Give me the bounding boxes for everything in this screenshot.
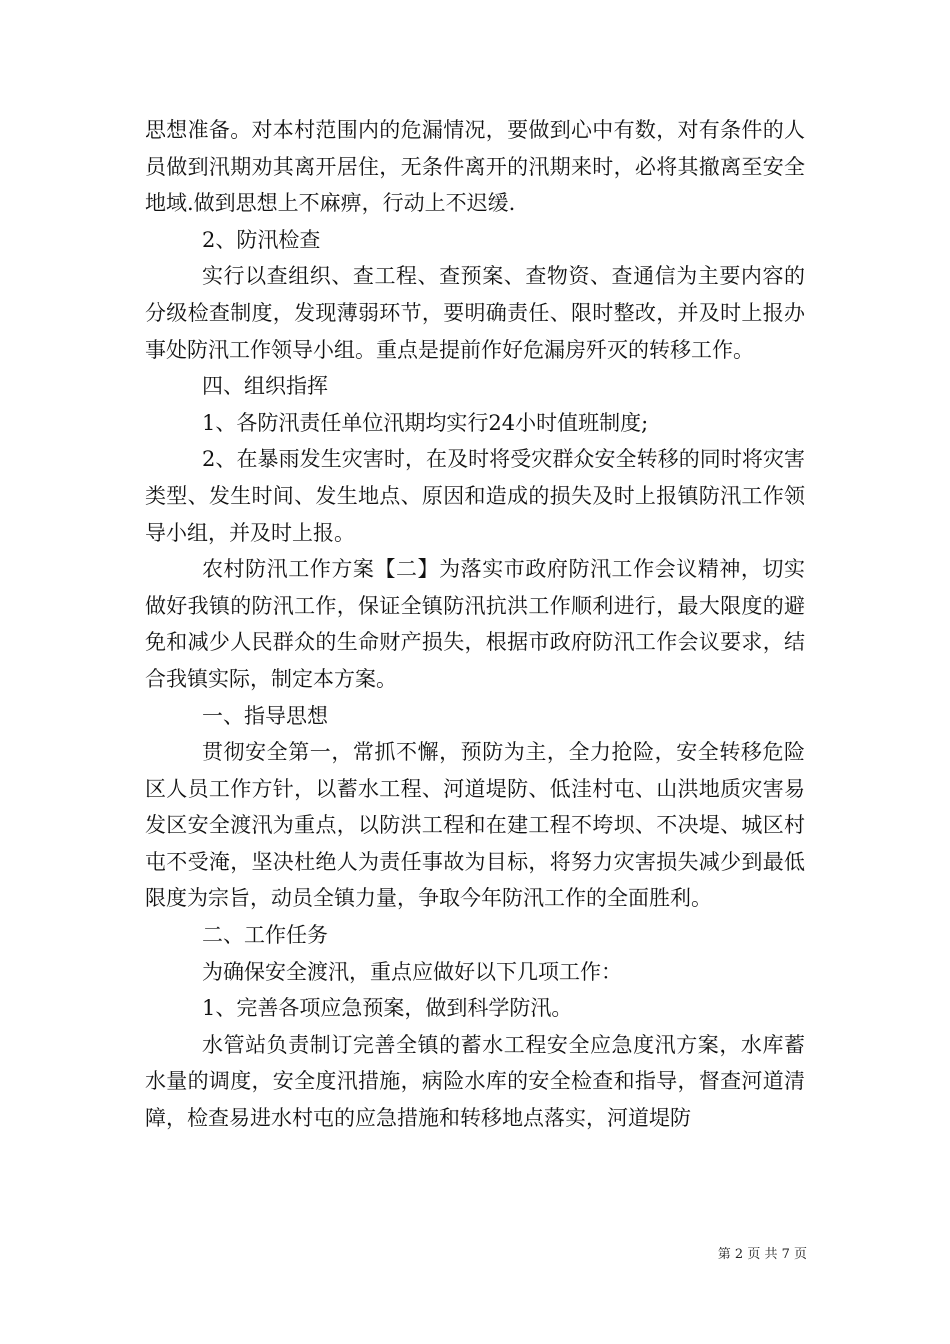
- paragraph: 2、防汛检查: [202, 227, 321, 252]
- paragraph: 为确保安全渡汛，重点应做好以下几项工作：: [202, 959, 622, 984]
- paragraph: 1、各防汛责任单位汛期均实行24小时值班制度;: [202, 410, 649, 435]
- page-number-footer: 第 2 页 共 7 页: [717, 1247, 807, 1262]
- paragraph: 农村防汛工作方案【二】为落实市政府防汛工作会议精神，切实做好我镇的防汛工作，保证全镇防汛抗洪工作顺利进行，最大限度的避免和减少人民群众的生命财产损失，根据市政府防汛工作会议要求，结合我镇实际，制定本方案。: [145, 557, 805, 691]
- paragraph: 二、工作任务: [202, 923, 328, 948]
- document-body: [145, 112, 805, 1137]
- paragraph: 1、完善各项应急预案，做到科学防汛。: [202, 996, 573, 1021]
- paragraph: 思想准备。对本村范围内的危漏情况，要做到心中有数，对有条件的人员做到汛期劝其离开居住，无条件离开的汛期来时，必将其撤离至安全地域.做到思想上不麻痹，行动上不迟缓.: [145, 118, 805, 216]
- paragraph: 四、组织指挥: [202, 374, 328, 399]
- paragraph: 2、在暴雨发生灾害时，在及时将受灾群众安全转移的同时将灾害类型、发生时间、发生地点、原因和造成的损失及时上报镇防汛工作领导小组，并及时上报。: [145, 447, 805, 545]
- paragraph: 实行以查组织、查工程、查预案、查物资、查通信为主要内容的分级检查制度，发现薄弱环节，要明确责任、限时整改，并及时上报办事处防汛工作领导小组。重点是提前作好危漏房歼灭的转移工作。: [145, 264, 805, 362]
- paragraph: 水管站负责制订完善全镇的蓄水工程安全应急度汛方案，水库蓄水量的调度，安全度汛措施，病险水库的安全检查和指导，督查河道清障，检查易进水村屯的应急措施和转移地点落实，河道堤防: [145, 1032, 805, 1131]
- paragraph: 一、指导思想: [202, 703, 328, 728]
- paragraph: 贯彻安全第一，常抓不懈，预防为主，全力抢险，安全转移危险区人员工作方针，以蓄水工程、河道堤防、低洼村屯、山洪地质灾害易发区安全渡汛为重点，以防洪工程和在建工程不垮坝、不决堤、城区村屯不受淹，坚决杜绝人为责任事故为目标，将努力灾害损失减少到最低限度为宗旨，动员全镇力量，争取今年防汛工作的全面胜利。: [145, 740, 805, 911]
